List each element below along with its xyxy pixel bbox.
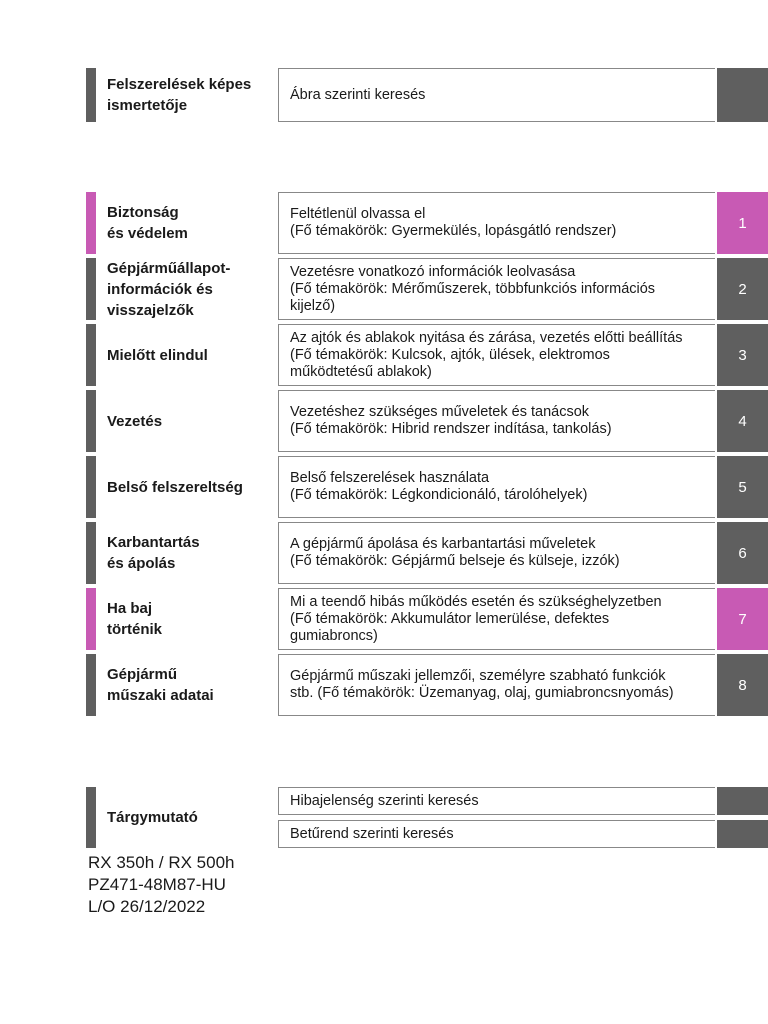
model-name: RX 350h / RX 500h (88, 853, 235, 872)
chapter-number-tab[interactable]: 7 (717, 588, 768, 650)
chapter-sidebar-bar (86, 192, 96, 254)
chapter-number-tab[interactable]: 3 (717, 324, 768, 386)
description-line: (Fő témakörök: Mérőműszerek, többfunkciós információs kijelző) (290, 280, 656, 314)
chapter-title: Mielőtt elindul (107, 346, 208, 364)
chapter-title: Biztonság és védelem (107, 204, 188, 242)
chapter-title: Gépjármű műszaki adatai (107, 666, 214, 704)
description-line: (Fő témakörök: Légkondicionáló, tárolóhelyek) (290, 487, 588, 503)
description-line: (Fő témakörök: Akkumulátor lemerülése, defektes gumiabroncs) (290, 610, 610, 644)
index-title: Tárgymutató (107, 809, 198, 826)
chapter-description (278, 324, 715, 386)
description-line: A gépjármű ápolása és karbantartási műveletek (290, 536, 596, 552)
chapter-row[interactable] (86, 456, 768, 518)
document-date: L/O 26/12/2022 (88, 897, 206, 916)
chapter-number-tab[interactable]: 2 (717, 258, 768, 320)
chapter-description (278, 192, 715, 254)
chapter-sidebar-bar (86, 654, 96, 716)
description-line: Ábra szerinti keresés (290, 86, 426, 103)
description-line: (Fő témakörök: Gyermekülés, lopásgátló rendszer) (290, 223, 617, 239)
section-description (278, 68, 715, 122)
chapter-number-tab[interactable]: 1 (717, 192, 768, 254)
index-item-label: Betűrend szerinti keresés (278, 820, 715, 848)
description-line: (Fő témakörök: Kulcsok, ajtók, ülések, elektromos működtetésű ablakok) (290, 346, 610, 380)
index-item-label: Hibajelenség szerinti keresés (278, 787, 715, 815)
section-tab[interactable] (717, 787, 768, 815)
description-line: (Fő témakörök: Hibrid rendszer indítása, tankolás) (290, 421, 612, 437)
chapter-description (278, 456, 715, 518)
description-line: Gépjármű műszaki jellemzői, személyre szabható funkciók (290, 668, 666, 684)
section-sidebar-bar (86, 68, 96, 122)
description-line: Belső felszerelések használata (290, 470, 490, 486)
chapter-description (278, 522, 715, 584)
chapter-title: Karbantartás és ápolás (107, 534, 200, 572)
chapter-sidebar-bar (86, 324, 96, 386)
document-code: PZ471-48M87-HU (88, 875, 226, 894)
chapter-sidebar-bar (86, 588, 96, 650)
chapter-description (278, 258, 715, 320)
index-item-symptom[interactable] (86, 787, 768, 815)
description-line: Vezetéshez szükséges műveletek és tanácsok (290, 404, 590, 420)
chapter-row[interactable] (86, 324, 768, 386)
chapter-title: Ha baj történik (107, 600, 163, 638)
chapter-row[interactable] (86, 654, 768, 716)
chapter-number-tab[interactable]: 6 (717, 522, 768, 584)
section-tab[interactable] (717, 68, 768, 122)
section-title: Felszerelések képes ismertetője (107, 76, 252, 114)
description-line: Vezetésre vonatkozó információk leolvasása (290, 263, 576, 280)
index-item-alphabetical[interactable] (86, 820, 768, 848)
section-tab[interactable] (717, 820, 768, 848)
pictorial-index-row[interactable] (86, 68, 768, 122)
chapter-sidebar-bar (86, 390, 96, 452)
chapter-number-tab[interactable]: 8 (717, 654, 768, 716)
chapter-description (278, 390, 715, 452)
chapter-title: Belső felszereltség (107, 478, 243, 496)
description-line: Feltétlenül olvassa el (290, 206, 426, 222)
description-line: stb. (Fő témakörök: Üzemanyag, olaj, gumiabroncsnyomás) (290, 685, 674, 701)
document-footer (88, 852, 234, 918)
chapter-number-tab[interactable]: 5 (717, 456, 768, 518)
description-line: Az ajtók és ablakok nyitása és zárása, vezetés előtti beállítás (290, 329, 683, 346)
chapter-description (278, 654, 715, 716)
chapter-row[interactable] (86, 522, 768, 584)
chapter-sidebar-bar (86, 522, 96, 584)
description-line: (Fő témakörök: Gépjármű belseje és külseje, izzók) (290, 553, 620, 569)
chapter-sidebar-bar (86, 258, 96, 320)
chapter-title: Vezetés (107, 412, 163, 430)
chapter-row[interactable] (86, 588, 768, 650)
chapter-row[interactable] (86, 390, 768, 452)
chapter-sidebar-bar (86, 456, 96, 518)
chapter-row[interactable] (86, 192, 768, 254)
chapter-description (278, 588, 715, 650)
description-line: Mi a teendő hibás működés esetén és szükséghelyzetben (290, 593, 662, 610)
chapter-number-tab[interactable]: 4 (717, 390, 768, 452)
chapter-row[interactable] (86, 258, 768, 320)
chapter-title: Gépjárműállapot- információk és visszajelzők (107, 259, 231, 319)
